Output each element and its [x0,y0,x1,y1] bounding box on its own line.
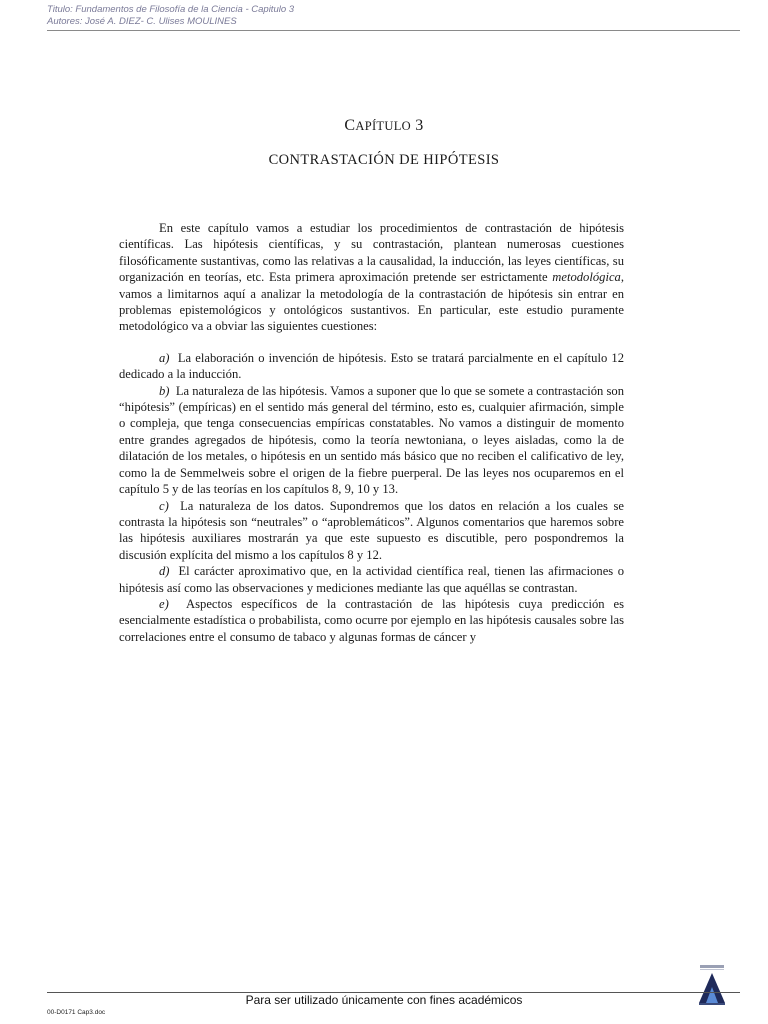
list-item-label: b) [159,383,170,398]
list-item-label: e) [159,596,169,611]
list-item-label: c) [159,498,169,513]
list-item-text: La naturaleza de los datos. Supondremos que los datos en relación a los cuales se contrasta la hipótesis son “neutrales” o “aproblemáticos”. Algunos comentarios que haremos sobre las hipótesis auxiliares mostrarán ya que este supuesto es discutible, pero pospondremos la discusión explícita del mismo a los capítulos 8 y 12. [119,498,625,562]
chapter-number: 3 [415,117,424,134]
list-item-text: La elaboración o invención de hipótesis. Esto se tratará parcialmente en el capítulo 12 dedicado a la inducción. [119,350,624,382]
document-header [47,4,294,28]
list-item-e [119,596,624,645]
chapter-cap-initial: C [344,117,356,134]
list-item-label: a) [159,350,170,365]
intro-emphasis: metodológica [552,270,621,285]
list-item-a [119,350,624,383]
intro-paragraph [119,220,624,335]
list-item-label: d) [159,564,170,579]
chapter-word-rest: APÍTULO [355,119,411,133]
chapter-label [0,117,768,135]
body-text [119,220,624,645]
header-authors: Autores: José A. DIEZ- C. Ulises MOULINES [47,16,237,27]
list-item-c [119,498,624,564]
header-title: Titulo: Fundamentos de Filosofía de la Ciencia - Capitulo 3 [47,4,295,15]
list-item-text: La naturaleza de las hipótesis. Vamos a suponer que lo que se somete a contrastación son “hipótesis” (empíricas) en el sentido más general del término, esto es, cualquier afirmación, simple o compleja, que tenga consecuencias empíricas constatables. No vamos a distinguir de momento entre grandes agregados de hipótesis, como la teoría newtoniana, o leyes aisladas, como la de dilatación de los metales, o hipótesis en un sentido más básico que no reciben el calificativo de ley, como la de Semmelweis sobre el origen de la fiebre puerperal. De las leyes nos ocuparemos en el capítulo 5 y de las teorías en los capítulos 8, 9, 10 y 13. [119,383,624,497]
document-file-name: 00-D0171 Cap3.doc [47,1009,106,1016]
list-item-text: El carácter aproximativo que, en la actividad científica real, tienen las afirmaciones o hipótesis así como las observaciones y mediciones mediante las que aquéllas se contrastan. [119,564,624,595]
intro-part-2: , vamos a limitarnos aquí a analizar la metodología de la contrastación de hipótesis sin entrar en problemas epistemológicos y ontológicos sustantivos. En particular, este estudio puramente metodológico va a obviar las siguientes cuestiones: [119,270,624,334]
list-item-b [119,383,624,498]
footer-notice: Para ser utilizado únicamente con fines académicos [245,993,523,1007]
header-divider [47,30,740,31]
chapter-title: CONTRASTACIÓN DE HIPÓTESIS [268,152,500,168]
intro-part-1: En este capítulo vamos a estudiar los procedimientos de contrastación de hipótesis científicas. Las hipótesis científicas, y su contrastación, plantean numerosas cuestiones filosóficamente sustantivas, como las relativas a la causalidad, la inducción, las leyes científicas, su organización en teorías, etc. Esta primera aproximación pretende ser estrictamente [119,221,624,285]
list-item-d [119,563,624,596]
list-item-text: Aspectos específicos de la contrastación de las hipótesis cuya predicción es esencialmente estadística o probabilista, como ocurre por ejemplo en las hipótesis causales sobre las correlaciones entre el consumo de tabaco y algunas formas de cáncer y [119,596,625,644]
